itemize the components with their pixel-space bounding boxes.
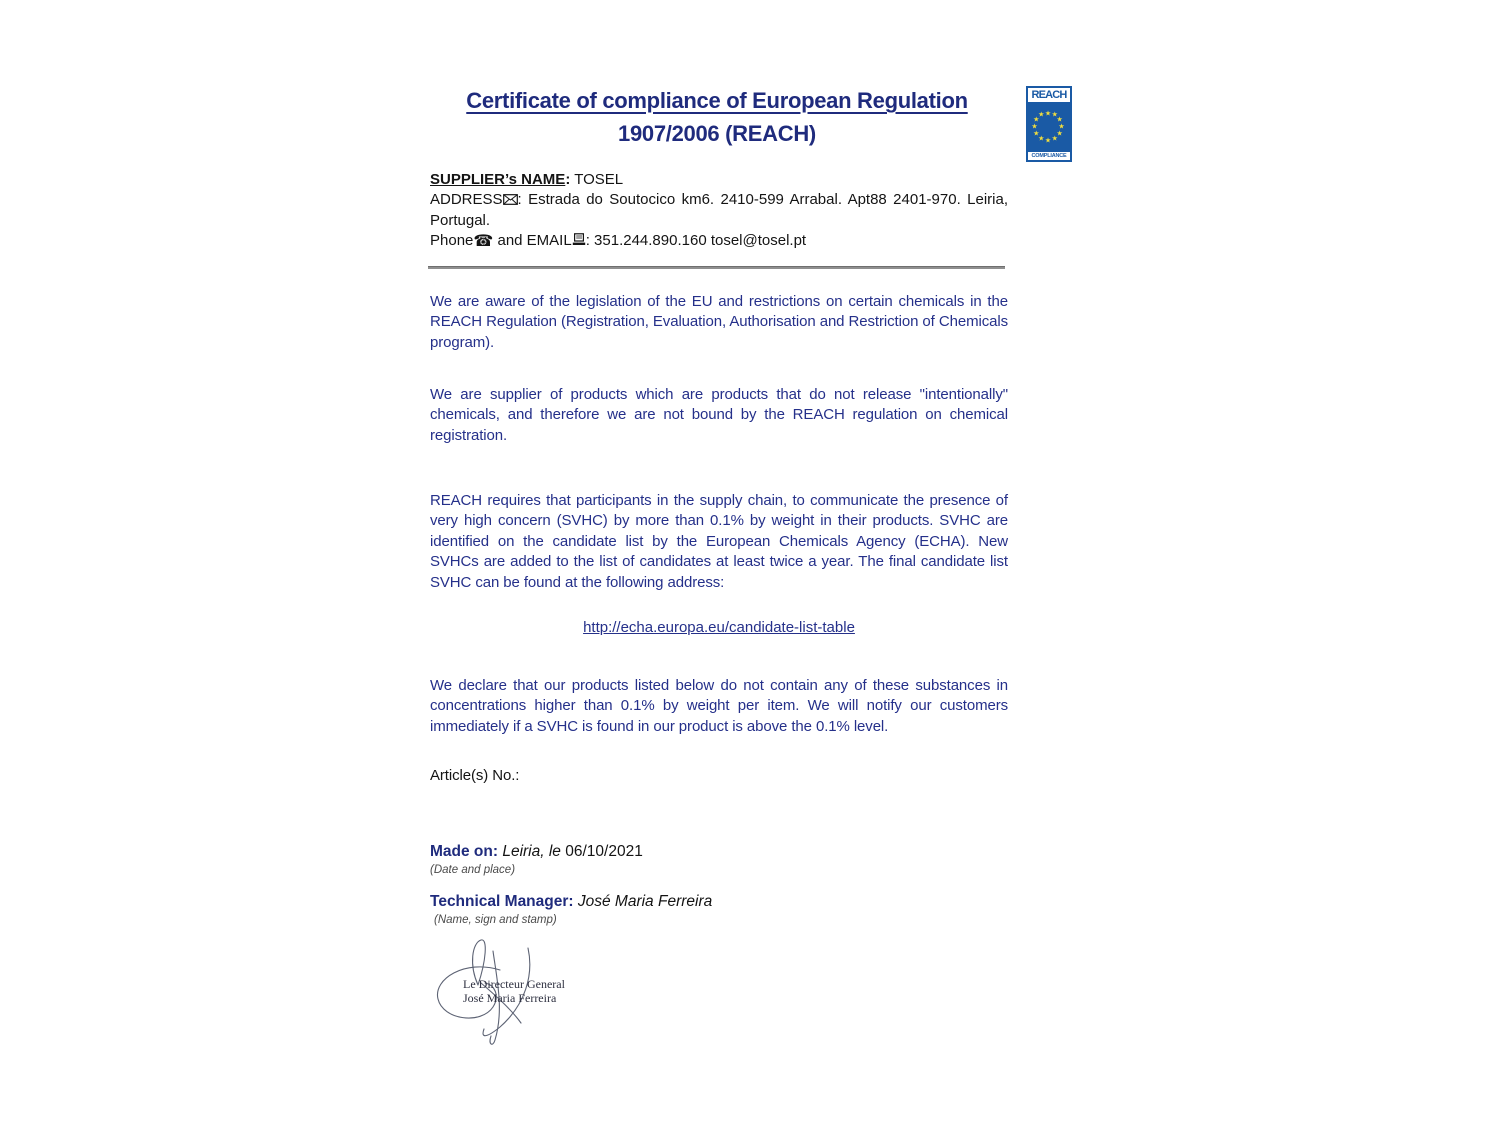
articles-no-label: Article(s) No.: bbox=[430, 767, 520, 784]
supplier-block bbox=[430, 170, 1008, 252]
paragraph-reach-awareness: We are aware of the legislation of the EU and restrictions on certain chemicals in the REACH Regulation (Registration, Evaluation, Authorisation and Restriction of Chemicals program). bbox=[430, 293, 1008, 351]
supplier-contact-line: Phone☎ and EMAIL : 351.244.890.160 tosel@tosel.pt bbox=[430, 232, 807, 250]
page-title-line2: 1907/2006 (REACH) bbox=[618, 121, 816, 146]
eu-star: ★ bbox=[1033, 130, 1040, 138]
section-divider bbox=[428, 266, 1005, 269]
date-place-caption: (Date and place) bbox=[430, 864, 516, 876]
computer-icon bbox=[572, 232, 586, 252]
supplier-name-value: TOSEL bbox=[570, 171, 624, 188]
email-label: and EMAIL bbox=[493, 232, 572, 249]
made-on-line bbox=[430, 843, 1008, 861]
page-title-line1: Certificate of compliance of European Regulation bbox=[466, 88, 968, 113]
eu-star: ★ bbox=[1038, 135, 1045, 143]
eu-star: ★ bbox=[1051, 135, 1058, 143]
compliance-logo-text: COMPLIANCE bbox=[1028, 152, 1070, 160]
address-value: Estrada do Soutocico km6. 2410-599 Arrabal. Apt88 2401-970. Leiria, Portugal. bbox=[430, 191, 1008, 229]
reach-compliance-logo bbox=[1026, 86, 1072, 162]
eu-star: ★ bbox=[1044, 110, 1052, 117]
telephone-icon: ☎ bbox=[473, 233, 494, 250]
paragraph-svhc-requirements: REACH requires that participants in the supply chain, to communicate the presence of very high concern (SVHC) by more than 0.1% by weight in their products. SVHC are identified on the candidate list by the European Chemicals Agency (ECHA). New SVHCs are added to the list of candidates at least twice a year. The final candidate list SVHC can be found at the following address: bbox=[430, 492, 1008, 591]
technical-manager-name: José Maria Ferreira bbox=[573, 893, 713, 910]
candidate-list-link-line bbox=[430, 619, 1008, 636]
technical-manager-line bbox=[430, 893, 1008, 911]
eu-star: ★ bbox=[1038, 111, 1045, 119]
eu-star: ★ bbox=[1033, 116, 1040, 124]
supplier-name-line: SUPPLIER’s NAME: TOSEL bbox=[430, 171, 624, 188]
eu-star: ★ bbox=[1056, 116, 1063, 124]
stamp-line2: José Maria Ferreira bbox=[463, 991, 557, 1005]
made-on-place: Leiria, le bbox=[498, 843, 561, 860]
name-sign-stamp-caption: (Name, sign and stamp) bbox=[434, 914, 557, 926]
eu-stars-icon bbox=[1027, 103, 1071, 151]
address-label: ADDRESS bbox=[430, 191, 503, 208]
technical-manager-label: Technical Manager: bbox=[430, 893, 574, 910]
made-on-date: 06/10/2021 bbox=[560, 843, 643, 860]
reach-logo-text: REACH bbox=[1028, 88, 1070, 102]
page-title bbox=[430, 84, 1004, 150]
supplier-address-line: ADDRESS : Estrada do Soutocico km6. 2410-599 Arrabal. Apt88 2401-970. Leiria, Portugal. bbox=[430, 191, 1008, 229]
phone-label: Phone bbox=[430, 232, 474, 249]
candidate-list-link[interactable]: http://echa.europa.eu/candidate-list-table bbox=[583, 619, 855, 636]
stamp-line1: Le Directeur General bbox=[463, 977, 565, 991]
eu-star: ★ bbox=[1056, 130, 1063, 138]
phone-email-value: 351.244.890.160 tosel@tosel.pt bbox=[594, 232, 807, 249]
eu-star: ★ bbox=[1031, 123, 1038, 131]
eu-star: ★ bbox=[1058, 123, 1065, 131]
supplier-name-label: SUPPLIER’s NAME bbox=[430, 171, 566, 188]
made-on-label: Made on: bbox=[430, 843, 499, 860]
eu-star: ★ bbox=[1044, 137, 1052, 144]
envelope-icon bbox=[503, 191, 518, 211]
paragraph-declaration: We declare that our products listed below do not contain any of these substances in concentrations higher than 0.1% by weight per item. We will notify our customers immediately if a SVHC is found in our product is above the 0.1% level. bbox=[430, 677, 1008, 735]
stamp-text bbox=[463, 977, 663, 1005]
eu-star: ★ bbox=[1051, 111, 1058, 119]
paragraph-supplier-statement: We are supplier of products which are products that do not release "intentionally" chemicals, and therefore we are not bound by the REACH regulation on chemical registration. bbox=[430, 386, 1008, 444]
